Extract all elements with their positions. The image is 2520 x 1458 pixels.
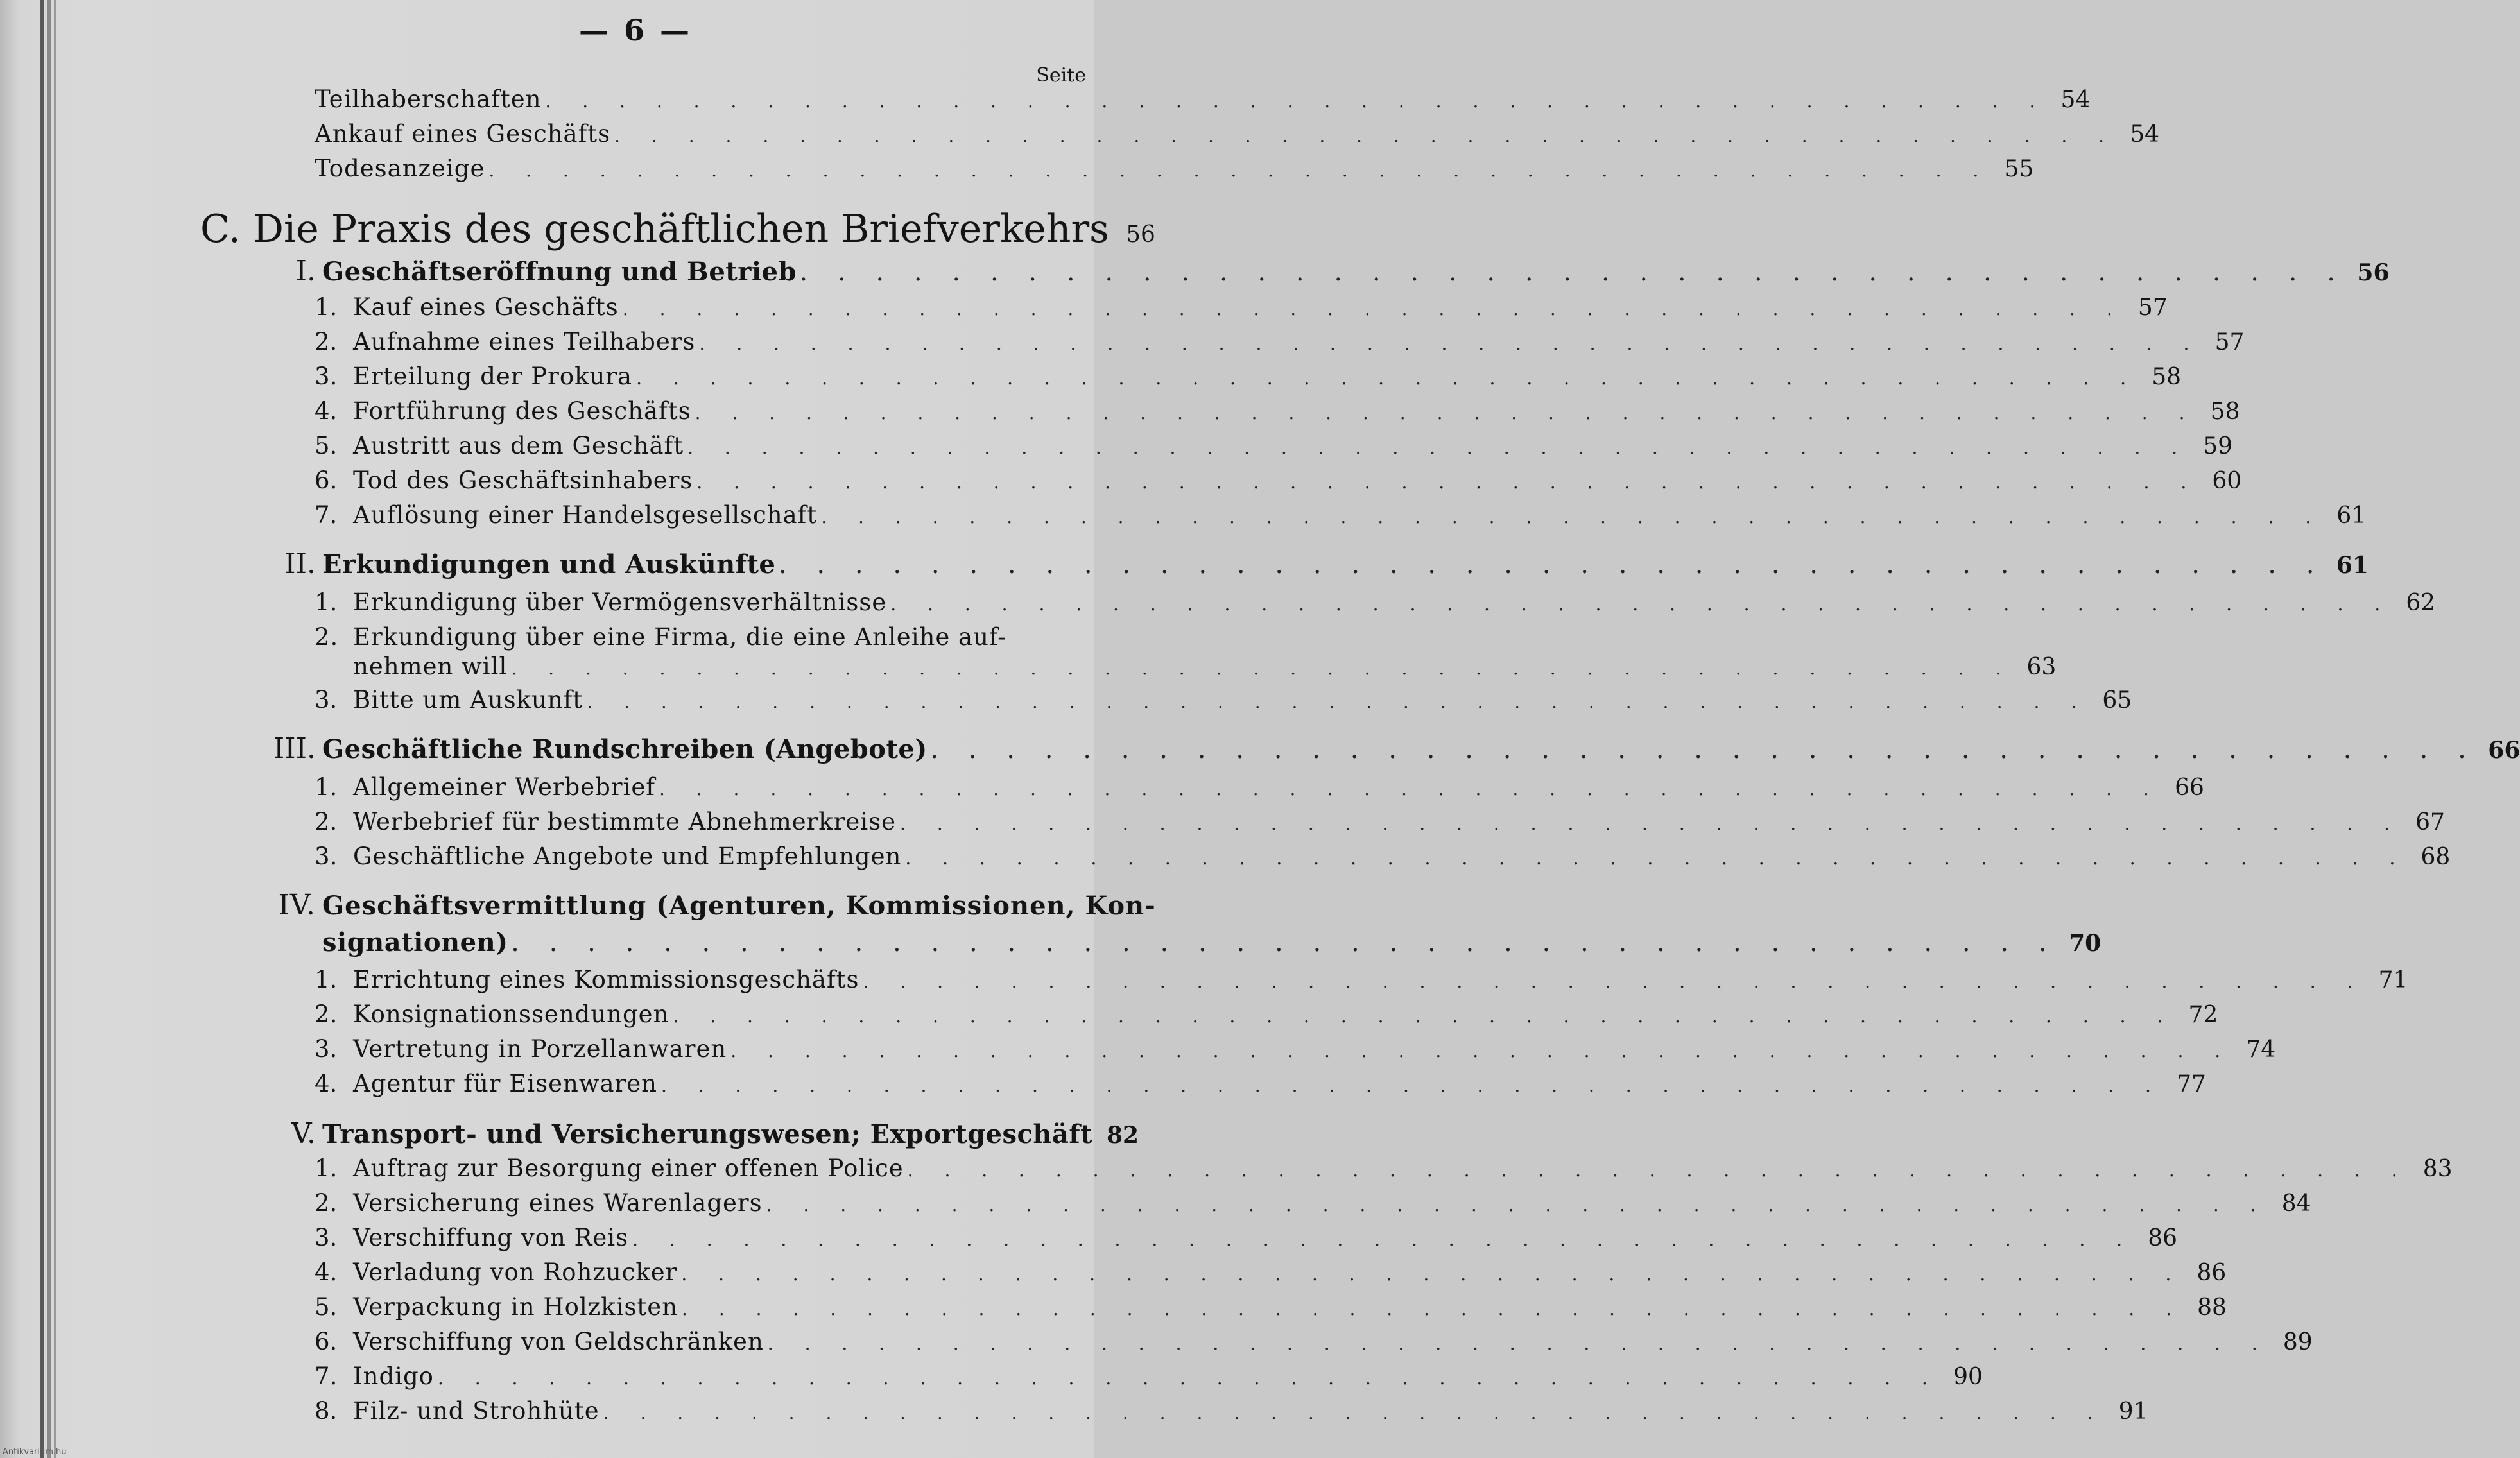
toc-entry-title: Errichtung eines Kommissionsgeschäfts bbox=[353, 966, 859, 993]
toc-entry bbox=[315, 431, 2233, 463]
entry-number: 1. bbox=[315, 1154, 338, 1182]
toc-entry bbox=[315, 85, 2091, 116]
leader-dots: . . . . . . . . . . . . . . . . . . . . . . . . . . . . . . . . . . . . . . . . . bbox=[511, 658, 2014, 679]
toc-entry-page: 72 bbox=[2188, 1002, 2218, 1028]
toc-entry-title: Filz- und Strohhüte bbox=[353, 1397, 600, 1425]
leader-dots: . . . . . . . . . . . . . . . . . . . . . . . . . . . . . . . . . . . . . . . . . bbox=[696, 472, 2200, 493]
entry-number: 4. bbox=[315, 1070, 338, 1097]
toc-entry-page: 58 bbox=[2210, 399, 2240, 425]
toc-entry bbox=[315, 1223, 2178, 1255]
toc-entry-page: 86 bbox=[2148, 1225, 2178, 1251]
entry-number: 3. bbox=[315, 1035, 338, 1063]
toc-entry-title: Auflösung einer Handelsgesellschaft bbox=[353, 501, 818, 529]
leader-dots: . . . . . . . . . . . . . . . . . . . . . . . . . . . . . . . . . . . . . . . . . bbox=[545, 90, 2048, 112]
section-title: Erkundigungen und Auskünfte bbox=[322, 549, 776, 579]
toc-entry bbox=[315, 1188, 2311, 1220]
toc-entry-title: Auftrag zur Besorgung einer offenen Police bbox=[353, 1154, 904, 1182]
toc-entry-title: Verschiffung von Geldschränken bbox=[353, 1328, 764, 1355]
toc-entry bbox=[315, 501, 2367, 532]
entry-number: 5. bbox=[315, 432, 338, 459]
toc-entry-title-line: nehmen will bbox=[353, 653, 508, 680]
toc-entry-page: 57 bbox=[2214, 329, 2245, 356]
toc-entry-page: 59 bbox=[2203, 433, 2233, 459]
entry-number: 6. bbox=[315, 1328, 338, 1355]
entry-number: 8. bbox=[315, 1397, 338, 1425]
chapter-page: 56 bbox=[1126, 221, 1155, 248]
toc-entry bbox=[315, 1034, 2276, 1066]
entry-number: 3. bbox=[315, 1224, 338, 1251]
leader-dots: . . . . . . . . . . . . . . . . . . . . . . . . . . . . . . . . . . . . . . . . . bbox=[659, 778, 2162, 800]
toc-entry-page: 84 bbox=[2281, 1190, 2311, 1217]
leader-dots: . . . . . . . . . . . . . . . . . . . . . . . . . . . . . . . . . . . . . . . . . bbox=[622, 298, 2125, 320]
entry-number: 3. bbox=[315, 363, 338, 390]
chapter-heading bbox=[200, 207, 1155, 257]
entry-number: 4. bbox=[315, 1258, 338, 1286]
entry-number: 2. bbox=[315, 328, 338, 356]
toc-entry bbox=[315, 1000, 2218, 1031]
toc-entry bbox=[315, 1362, 1983, 1393]
section-numeral: IV. bbox=[278, 889, 316, 922]
leader-dots: . . . . . . . . . . . . . . . . . . . . . . . . . . . . . . . . . . . . . . . . . bbox=[512, 934, 2059, 956]
section-heading bbox=[244, 547, 2369, 582]
entry-number: 2. bbox=[315, 1000, 338, 1028]
leader-dots: . . . . . . . . . . . . . . . . . . . . . . . . . . . . . . . . . . . . . . . . . bbox=[614, 125, 2118, 146]
section-page: 66 bbox=[2488, 737, 2520, 764]
entry-number: 2. bbox=[315, 808, 338, 836]
leader-dots: . . . . . . . . . . . . . . . . . . . . . . . . . . . . . . . . . . . . . . . . . bbox=[603, 1402, 2106, 1423]
toc-entry-page: 54 bbox=[2130, 121, 2160, 148]
toc-entry-page: 74 bbox=[2246, 1036, 2276, 1063]
toc-entry bbox=[315, 154, 2034, 185]
entry-number: 1. bbox=[315, 773, 338, 801]
toc-entry-page: 83 bbox=[2422, 1156, 2453, 1182]
entry-number: 1. bbox=[315, 966, 338, 993]
leader-dots: . . . . . . . . . . . . . . . . . . . . . . . . . . . . . . . . . . . . . . . . . bbox=[767, 1333, 2270, 1354]
entry-number: 3. bbox=[315, 686, 338, 714]
entry-number: 7. bbox=[315, 1362, 338, 1390]
section-heading bbox=[244, 255, 2390, 289]
section-heading bbox=[244, 732, 2520, 767]
page-number: — 6 — bbox=[578, 13, 693, 47]
toc-entry-title: Erteilung der Prokura bbox=[353, 363, 633, 390]
toc-entry-page: 63 bbox=[2026, 654, 2057, 680]
toc-entry-multiline bbox=[315, 622, 1012, 652]
toc-entry-title: Allgemeiner Werbebrief bbox=[353, 773, 655, 801]
leader-dots: . . . . . . . . . . . . . . . . . . . . . . . . . . . . . . . . . . . . . . . . . bbox=[779, 556, 2326, 578]
entry-number: 2. bbox=[315, 1189, 338, 1217]
toc-entry-title: Agentur für Eisenwaren bbox=[353, 1070, 657, 1097]
toc-entry bbox=[315, 397, 2240, 428]
toc-entry-page: 55 bbox=[2004, 156, 2034, 182]
toc-entry-title: Verschiffung von Reis bbox=[353, 1224, 629, 1251]
entry-number: 3. bbox=[315, 843, 338, 870]
section-numeral: II. bbox=[284, 547, 316, 580]
toc-entry-title: Ankauf eines Geschäfts bbox=[315, 120, 611, 148]
section-heading bbox=[244, 1117, 1139, 1152]
toc-entry bbox=[315, 1327, 2313, 1359]
leader-dots: . . . . . . . . . . . . . . . . . . . . . . . . . . . . . . . . . . . . . . . . . bbox=[682, 1298, 2184, 1319]
toc-entry bbox=[315, 1154, 2453, 1185]
toc-entry-page: 54 bbox=[2060, 87, 2091, 113]
toc-entry-title: Erkundigung über Vermögensverhältnisse bbox=[353, 588, 887, 616]
entry-number: 1. bbox=[315, 293, 338, 321]
toc-entry-page: 66 bbox=[2175, 775, 2204, 801]
leader-dots: . . . . . . . . . . . . . . . . . . . . . . . . . . . . . . . . . . . . . . . . . bbox=[730, 1040, 2234, 1061]
section-title: Geschäftliche Rundschreiben (Angebote) bbox=[322, 734, 928, 764]
toc-entry-title: Kauf eines Geschäfts bbox=[353, 293, 619, 321]
toc-entry bbox=[315, 466, 2242, 497]
toc-entry-page: 65 bbox=[2102, 687, 2132, 714]
toc-entry bbox=[315, 685, 2132, 717]
toc-entry bbox=[315, 1258, 2227, 1289]
section-title: Transport- und Versicherungswesen; Exportgeschäft bbox=[322, 1119, 1093, 1149]
leader-dots: . . . . . . . . . . . . . . . . . . . . . . . . . . . . . . . . . . . . . . . . . bbox=[863, 971, 2366, 992]
toc-entry-title: Teilhaberschaften bbox=[315, 85, 542, 113]
leader-dots: . . . . . . . . . . . . . . . . . . . . . . . . . . . . . . . . . . . . . . . . . bbox=[681, 1264, 2184, 1285]
toc-entry-title: Tod des Geschäftsinhabers bbox=[353, 467, 693, 494]
section-title: Geschäftseröffnung und Betrieb bbox=[322, 257, 797, 287]
entry-number: 7. bbox=[315, 501, 338, 529]
toc-entry bbox=[315, 965, 2408, 997]
leader-dots: . . . . . . . . . . . . . . . . . . . . . . . . . . . . . . . . . . . . . . . . . bbox=[931, 741, 2478, 762]
leader-dots: . . . . . . . . . . . . . . . . . . . . . . . . . . . . . . . . . . . . . . . . . bbox=[660, 1075, 2164, 1096]
leader-dots: . . . . . . . . . . . . . . . . . . . . . . . . . . . . . . . . . . . . . . . . . bbox=[907, 1160, 2410, 1181]
leader-dots: . . . . . . . . . . . . . . . . . . . . . . . . . . . . . . . . . . . . . . . . . bbox=[488, 160, 1992, 181]
toc-entry-title: Geschäftliche Angebote und Empfehlungen bbox=[353, 843, 902, 870]
toc-entry-page: 68 bbox=[2421, 844, 2451, 870]
section-heading-multiline bbox=[244, 889, 1156, 922]
toc-entry-page: 90 bbox=[1953, 1364, 1983, 1390]
entry-number: 6. bbox=[315, 467, 338, 494]
toc-entry bbox=[315, 842, 2451, 873]
section-page: 70 bbox=[2069, 930, 2101, 957]
toc-entry bbox=[315, 119, 2160, 151]
leader-dots: . . . . . . . . . . . . . . . . . . . . . . . . . . . . . . . . . . . . . . . . . bbox=[890, 594, 2394, 615]
toc-entry-page: 88 bbox=[2197, 1294, 2227, 1321]
leader-dots: . . . . . . . . . . . . . . . . . . . . . . . . . . . . . . . . . . . . . . . . . bbox=[587, 691, 2090, 712]
toc-entry-title: Konsignationssendungen bbox=[353, 1000, 669, 1028]
toc-entry-page: 77 bbox=[2177, 1071, 2206, 1097]
section-numeral: V. bbox=[291, 1117, 316, 1150]
toc-entry-page: 86 bbox=[2196, 1260, 2227, 1286]
toc-entry-title: Aufnahme eines Teilhabers bbox=[353, 328, 696, 356]
toc-entry-title: Fortführung des Geschäfts bbox=[353, 397, 691, 425]
leader-dots: . . . . . . . . . . . . . . . . . . . . . . . . . . . . . . . . . . . . . . . . . bbox=[766, 1194, 2269, 1215]
toc-entry-continuation bbox=[353, 652, 2057, 683]
toc-entry-title-line: Erkundigung über eine Firma, die eine Anleihe auf- bbox=[353, 623, 1006, 651]
toc-entry bbox=[315, 293, 2168, 324]
toc-entry-page: 62 bbox=[2406, 590, 2436, 616]
toc-entry-page: 58 bbox=[2152, 364, 2182, 390]
toc-entry-title: Indigo bbox=[353, 1362, 434, 1390]
leader-dots: . . . . . . . . . . . . . . . . . . . . . . . . . . . . . . . . . . . . . . . . . bbox=[632, 1229, 2136, 1250]
toc-entry-title: Verladung von Rohzucker bbox=[353, 1258, 678, 1286]
toc-entry bbox=[315, 1069, 2206, 1101]
leader-dots: . . . . . . . . . . . . . . . . . . . . . . . . . . . . . . . . . . . . . . . . . bbox=[687, 437, 2191, 458]
section-title-line: signationen) bbox=[322, 927, 508, 957]
leader-dots: . . . . . . . . . . . . . . . . . . . . . . . . . . . . . . . . . . . . . . . . . bbox=[673, 1006, 2176, 1027]
section-page: 61 bbox=[2336, 552, 2369, 579]
leader-dots: . . . . . . . . . . . . . . . . . . . . . . . . . . . . . . . . . . . . . . . . . bbox=[905, 848, 2408, 869]
leader-dots: . . . . . . . . . . . . . . . . . . . . . . . . . . . . . . . . . . . . . . . . . bbox=[900, 813, 2403, 834]
toc-entry-title: Werbebrief für bestimmte Abnehmerkreise bbox=[353, 808, 897, 836]
toc-entry-title: Austritt aus dem Geschäft bbox=[353, 432, 684, 459]
toc-entry-page: 61 bbox=[2336, 502, 2367, 529]
toc-entry-title: Verpackung in Holzkisten bbox=[353, 1293, 678, 1321]
toc-entry-title: Versicherung eines Warenlagers bbox=[353, 1189, 763, 1217]
toc-entry bbox=[315, 588, 2436, 619]
toc-entry bbox=[315, 807, 2445, 839]
leader-dots: . . . . . . . . . . . . . . . . . . . . . . . . . . . . . . . . . . . . . . . . . bbox=[800, 264, 2347, 285]
section-page: 56 bbox=[2357, 259, 2390, 286]
entry-number: 5. bbox=[315, 1293, 338, 1321]
toc-entry-page: 89 bbox=[2283, 1329, 2313, 1355]
entry-number: 4. bbox=[315, 397, 338, 425]
leader-dots: . . . . . . . . . . . . . . . . . . . . . . . . . . . . . . . . . . . . . . . . . bbox=[695, 402, 2198, 424]
toc-entry-page: 91 bbox=[2118, 1398, 2148, 1425]
toc-entry-page: 60 bbox=[2212, 468, 2242, 494]
section-numeral: III. bbox=[273, 732, 316, 765]
toc-entry bbox=[315, 1396, 2148, 1428]
column-header: Seite bbox=[1036, 64, 1086, 87]
toc-entry-title: Todesanzeige bbox=[315, 155, 485, 182]
leader-dots: . . . . . . . . . . . . . . . . . . . . . . . . . . . . . . . . . . . . . . . . . bbox=[699, 333, 2202, 354]
toc-entry bbox=[315, 362, 2182, 393]
section-title-line: Geschäftsvermittlung (Agenturen, Kommissionen, Kon- bbox=[322, 891, 1156, 921]
toc-entry-page: 71 bbox=[2378, 967, 2408, 993]
section-heading-continuation bbox=[322, 927, 2101, 960]
toc-entry-page: 67 bbox=[2415, 809, 2445, 836]
watermark: Antikvarium.hu bbox=[3, 1447, 67, 1457]
section-numeral: I. bbox=[295, 255, 316, 287]
toc-entry-title: Vertretung in Porzellanwaren bbox=[353, 1035, 727, 1063]
chapter-title: C. Die Praxis des geschäftlichen Briefverkehrs bbox=[200, 207, 1109, 252]
leader-dots: . . . . . . . . . . . . . . . . . . . . . . . . . . . . . . . . . . . . . . . . . bbox=[437, 1368, 1940, 1389]
toc-entry bbox=[315, 327, 2245, 359]
leader-dots: . . . . . . . . . . . . . . . . . . . . . . . . . . . . . . . . . . . . . . . . . bbox=[821, 506, 2324, 527]
toc-entry-page: 57 bbox=[2137, 295, 2168, 321]
section-page: 82 bbox=[1106, 1122, 1139, 1149]
entry-number: 1. bbox=[315, 588, 338, 616]
leader-dots: . . . . . . . . . . . . . . . . . . . . . . . . . . . . . . . . . . . . . . . . . bbox=[636, 368, 2139, 389]
toc-entry bbox=[315, 773, 2204, 804]
entry-number: 2. bbox=[315, 623, 339, 651]
toc-entry bbox=[315, 1292, 2227, 1324]
toc-entry-title: Bitte um Auskunft bbox=[353, 686, 583, 714]
